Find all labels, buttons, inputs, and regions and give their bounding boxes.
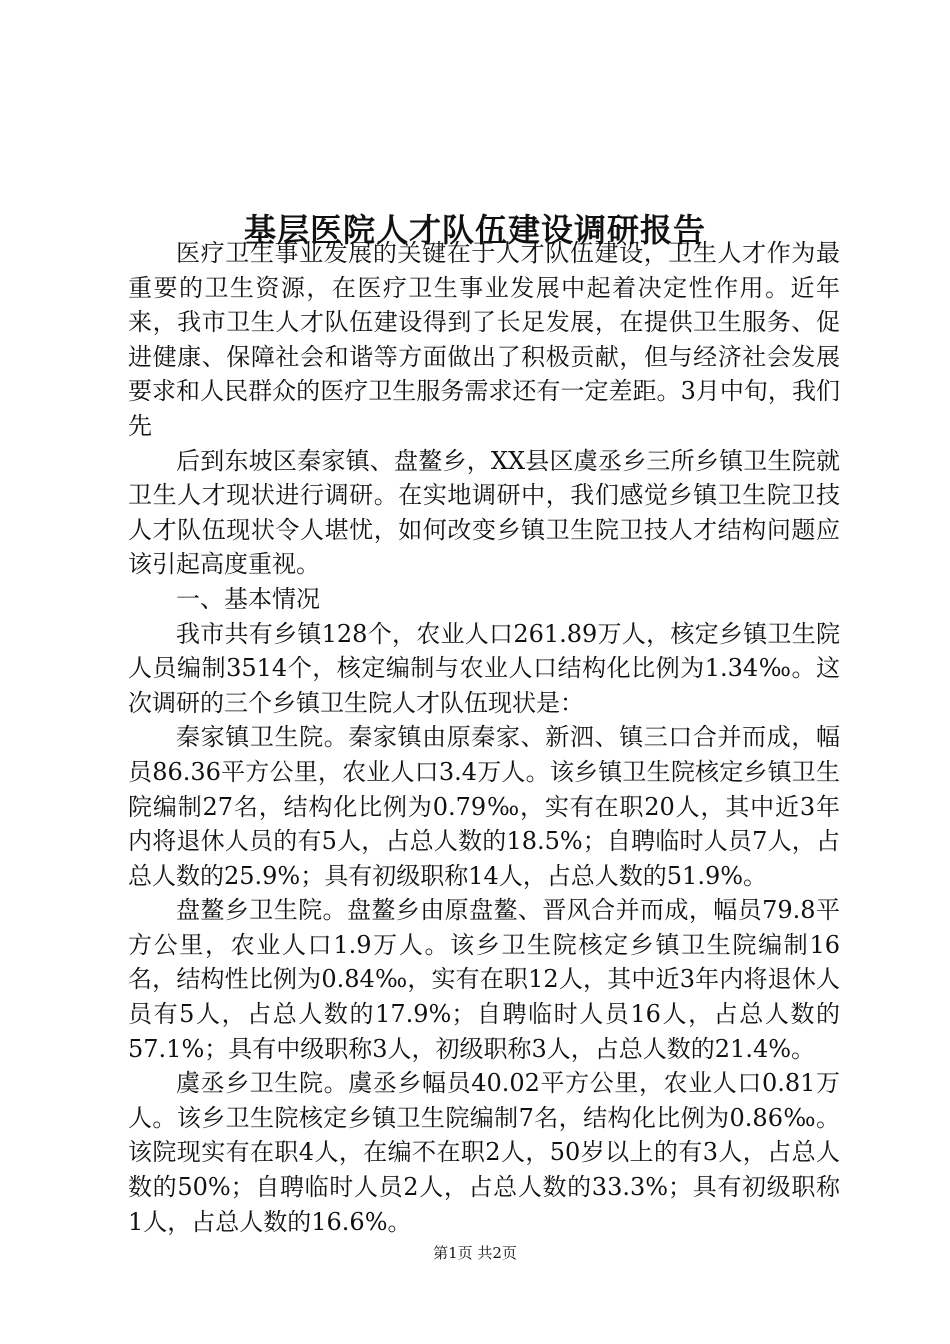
paragraph-city-overview: 我市共有乡镇128个，农业人口261.89万人，核定乡镇卫生院人员编制3514个，核定编制与农业人口结构化比例为1.34‰。这次调研的三个乡镇卫生院人才队伍现状是： xyxy=(128,619,840,717)
paragraph-qinjia: 秦家镇卫生院。秦家镇由原秦家、新泗、镇三口合并而成，幅员86.36平方公里，农业人口3.4万人。该乡镇卫生院核定乡镇卫生院编制27名，结构化比例为0.79‰，实有在职20人，其中近3年内将退休人员的有5人，占总人数的18.5%；自聘临时人员7人，占总人数的25.9%；具有初级职称14人，占总人数的51.9%。 xyxy=(128,723,840,890)
document-title: 基层医院人才队伍建设调研报告 xyxy=(243,211,706,250)
paragraph-intro: 医疗卫生事业发展的关键在于人才队伍建设，卫生人才作为最重要的卫生资源，在医疗卫生事业发展中起着决定性作用。近年来，我市卫生人才队伍建设得到了长足发展，在提供卫生服务、促进健康、保障社会和谐等方面做出了积极贡献，但与经济社会发展要求和人民群众的医疗卫生服务需求还有一定差距。3月中旬，我们先 xyxy=(128,239,840,440)
section-heading-basic: 一、基本情况 xyxy=(176,584,320,613)
paragraph-survey: 后到东坡区秦家镇、盘鳌乡，XX县区虞丞乡三所乡镇卫生院就卫生人才现状进行调研。在实地调研中，我们感觉乡镇卫生院卫技人才队伍现状令人堪忧，如何改变乡镇卫生院卫技人才结构问题应该引起高度重视。 xyxy=(128,446,840,579)
document-body xyxy=(128,236,840,1239)
page-footer: 第1页 共2页 xyxy=(433,1244,517,1262)
paragraph-yucheng: 虞丞乡卫生院。虞丞乡幅员40.02平方公里，农业人口0.81万人。该乡卫生院核定乡镇卫生院编制7名，结构化比例为0.86‰。该院现实有在职4人，在编不在职2人，50岁以上的有3人，占总人数的50%；自聘临时人员2人，占总人数的33.3%；具有初级职称1人，占总人数的16.6%。 xyxy=(128,1069,840,1236)
paragraph-panao: 盘鳌乡卫生院。盘鳌乡由原盘鳌、晋风合并而成，幅员79.8平方公里，农业人口1.9万人。该乡卫生院核定乡镇卫生院编制16名，结构性比例为0.84‰，实有在职12人，其中近3年内将退休人员有5人，占总人数的17.9%；自聘临时人员16人，占总人数的57.1%；具有中级职称3人，初级职称3人，占总人数的21.4%。 xyxy=(128,896,840,1063)
